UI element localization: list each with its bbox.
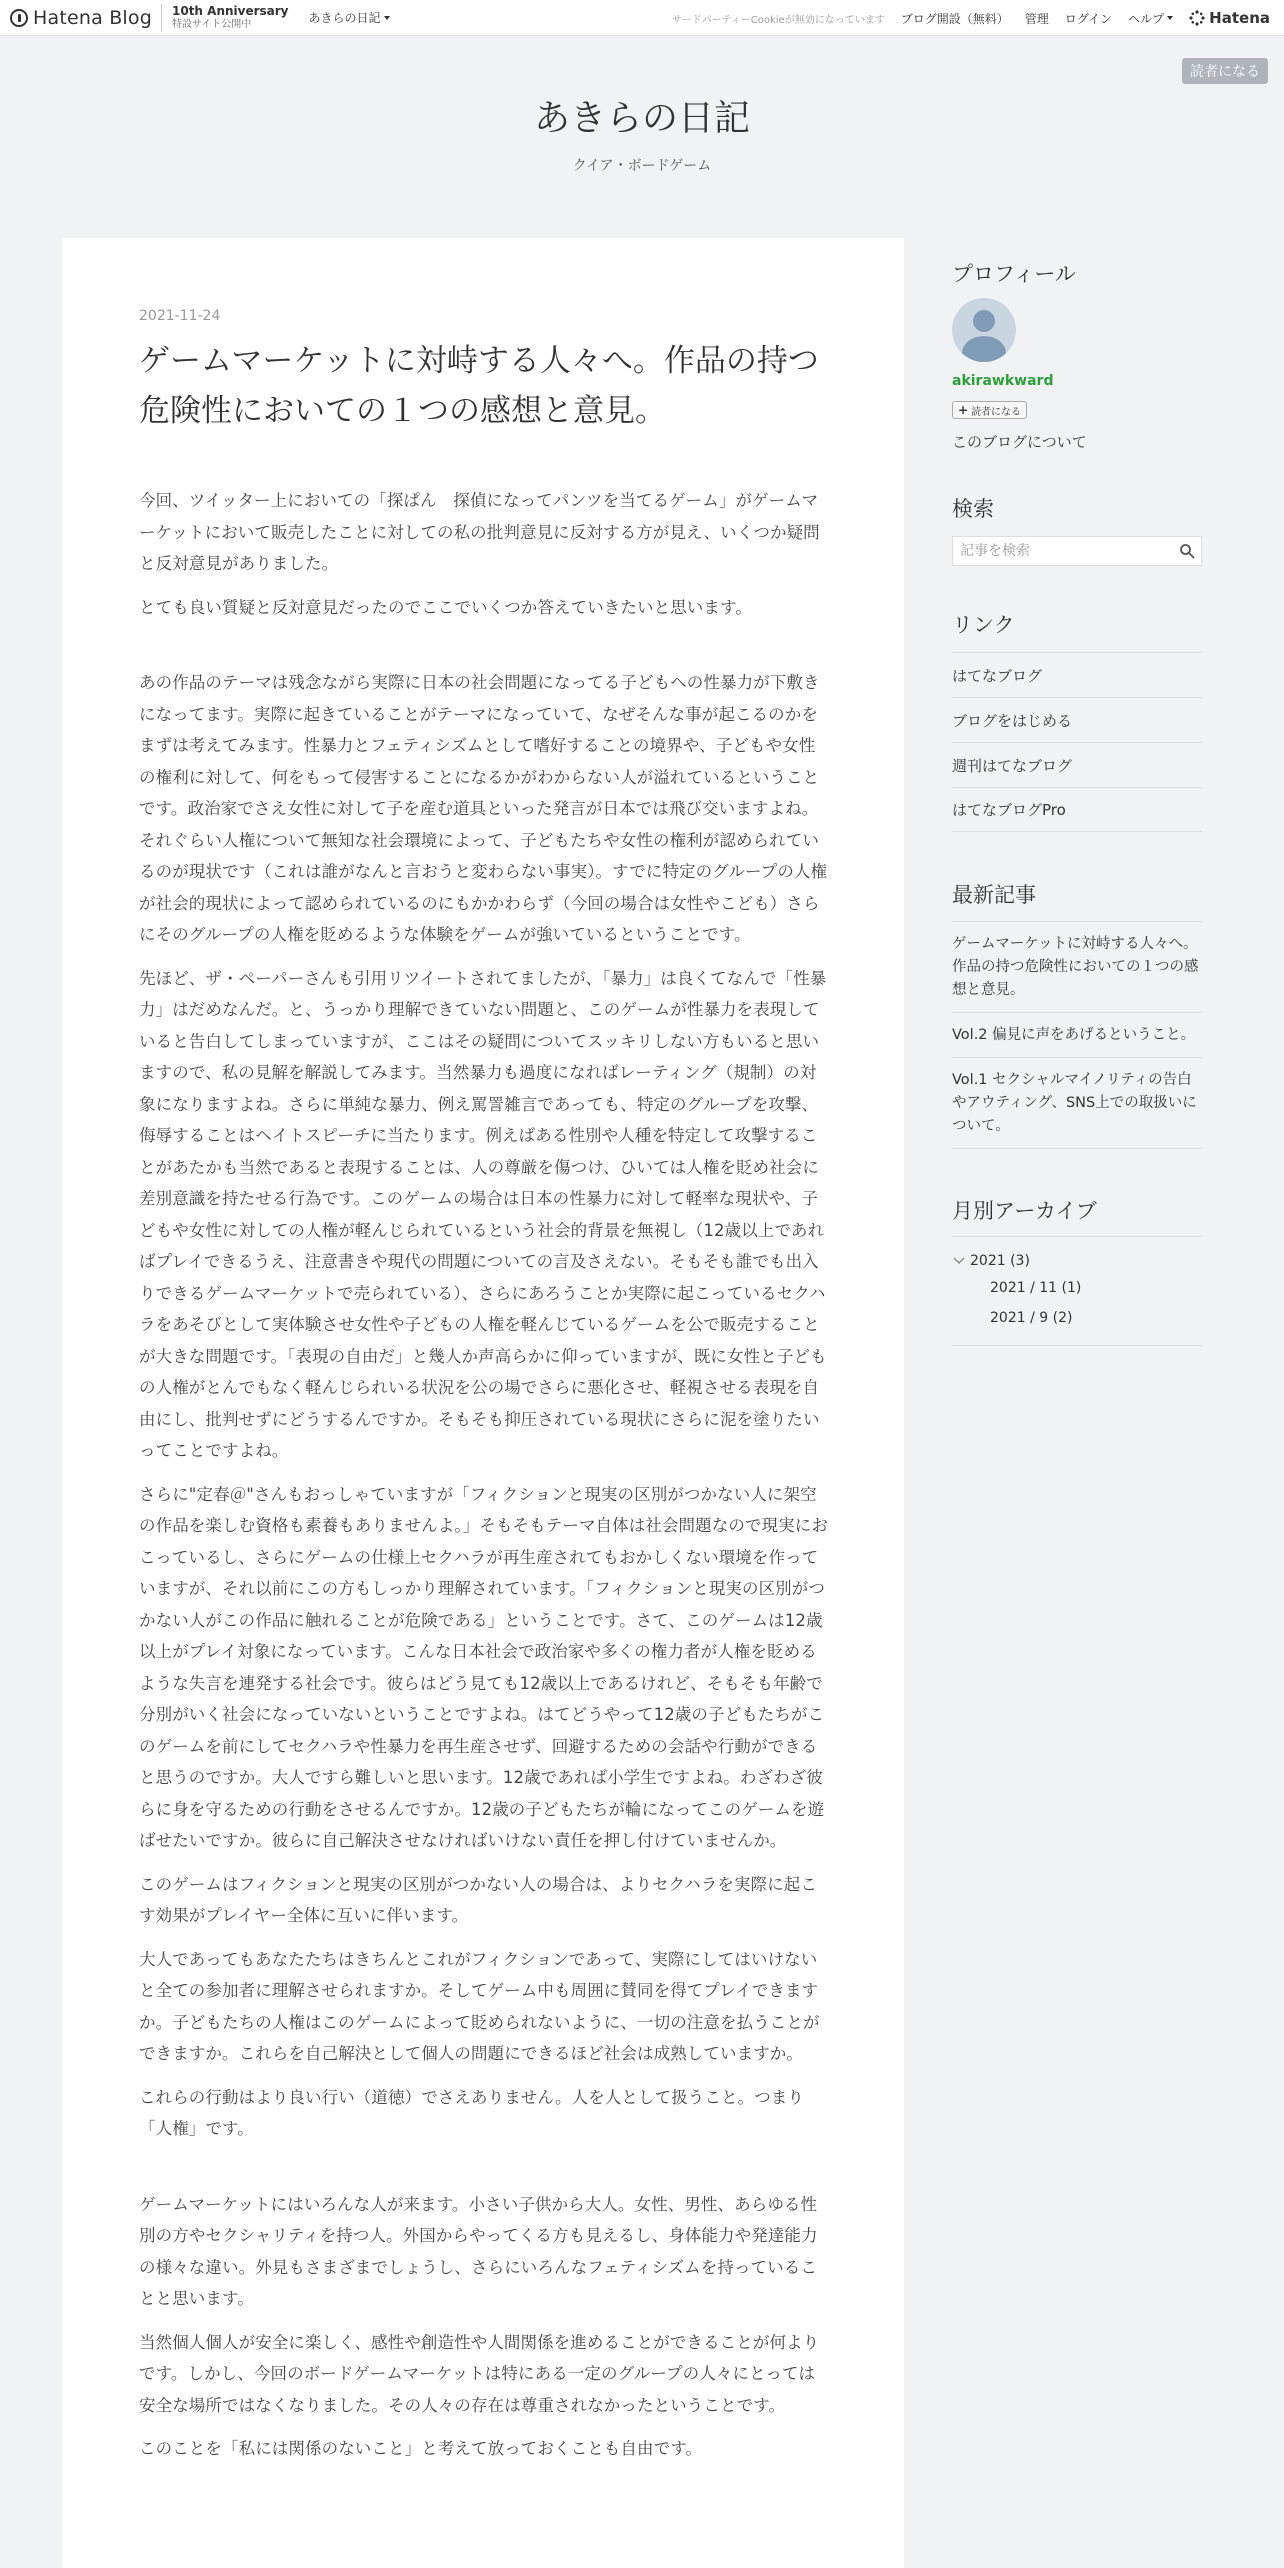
recent-module-title: 最新記事 — [952, 883, 1036, 907]
link-item-hatena-blog[interactable]: はてなブログ — [952, 652, 1202, 697]
entry-paragraph: 当然個人個人が安全に楽しく、感性や創造性や人間関係を進めることができることが何よりです。しかし、今回のボードゲームマーケットは特にある一定のグループの人々にとっては安全な場所ではなくなりました。その人々の存在は尊重されなかったということです。 — [139, 2332, 820, 2415]
archive-module-title: 月別アーカイブ — [952, 1199, 1097, 1223]
avatar[interactable] — [952, 298, 1016, 362]
archive-year-label: 2021 (3) — [970, 1253, 1030, 1269]
profile-module-title: プロフィール — [952, 262, 1076, 286]
anniversary-title: 10th Anniversary — [172, 4, 289, 18]
article-container — [62, 238, 904, 2568]
recent-entry-link[interactable]: ゲームマーケットに対峙する人々へ。作品の持つ危険性においての１つの感想と意見。 — [952, 921, 1202, 1012]
archive-year-toggle[interactable] — [952, 1249, 1202, 1273]
entry-title[interactable]: ゲームマーケットに対峙する人々へ。作品の持つ危険性においての１つの感想と意見。 — [139, 343, 819, 429]
blog-menu-label: あきらの日記 — [308, 11, 381, 25]
search-input[interactable] — [953, 537, 1163, 565]
chevron-down-icon — [952, 1254, 966, 1268]
links-list — [952, 652, 1202, 832]
nav-help-label: ヘルプ — [1128, 11, 1165, 26]
entry-paragraph: 大人であってもあなたたちはきちんとこれがフィクションであって、実際にしてはいけないと全ての参加者に理解させられますか。そしてゲーム中も周囲に賛同を得てプレイできますか。子どもたちの人権はこのゲームによって貶められないように、一切の注意を払うことができますか。これらを自己解決として個人の問題にできるほど社会は成熟していますか。 — [139, 1949, 820, 2063]
archive-list — [952, 1236, 1202, 1346]
caret-down-icon — [1167, 16, 1173, 20]
blog-title[interactable]: あきらの日記 — [533, 98, 750, 139]
anniversary-banner[interactable] — [161, 4, 289, 32]
recent-entries-list — [952, 921, 1202, 1149]
hatena-blog-logo[interactable] — [10, 0, 152, 36]
archive-month-link[interactable]: 2021 / 9 (2) — [990, 1310, 1073, 1326]
links-module-title: リンク — [952, 613, 1015, 637]
search-module-title: 検索 — [952, 497, 994, 521]
archive-month-link[interactable]: 2021 / 11 (1) — [990, 1280, 1082, 1296]
entry-paragraph: 先ほど、ザ・ペーパーさんも引用リツイートされてましたが、「暴力」は良くてなんで「性暴力」はだめなんだ。と、うっかり理解できていない問題と、このゲームが性暴力を表現していると告白してしまっていますが、ここはその疑問についてスッキリしない方もいると思いますので、私の見解を解説してみます。当然暴力も過度になればレーティング（規制）の対象になりますよね。さらに単純な暴力、例え罵詈雑言であっても、特定のグループを攻撃、侮辱することはヘイトスピーチに当たります。例えばある性別や人種を特定して攻撃することがあたかも当然であると表現することは、人の尊厳を傷つけ、ひいては人権を貶め社会に差別意識を持たせる行為です。このゲームの場合は日本の性暴力に対して軽率な現状や、子どもや女性に対しての人権が軽んじられているという社会的背景を無視し（12歳以上であればプレイできるうえ、注意書きや現代の問題についての言及さえない。そもそも誰でも出入りできるゲームマーケットで売られている）、さらにあろうことか実際に起こっているセクハラをあそびとして実体験させ女性や子どもの人権を軽んじているゲームを公で販売することが大きな問題です。「表現の自由だ」と幾人か声高らかに仰っていますが、既に女性と子どもの人権がとんでもなく軽んじられいる状況を公の場でさらに悪化させ、軽視させる表現を自由にし、批判せずにどうするんですか。そもそも抑圧されている現状にさらに泥を塗りたいってことですよね。 — [139, 968, 827, 1460]
avatar-body-shape — [962, 336, 1006, 362]
blog-menu-dropdown[interactable] — [309, 9, 390, 26]
link-item-pro[interactable]: はてなブログPro — [952, 787, 1202, 832]
cookie-notice: サードパーティーCookieが無効になっています — [671, 14, 885, 26]
nav-create-blog[interactable]: ブログ開設（無料） — [900, 11, 1009, 26]
search-form — [952, 536, 1202, 566]
nav-help[interactable] — [1128, 10, 1173, 27]
link-item-weekly[interactable]: 週刊はてなブログ — [952, 742, 1202, 787]
caret-down-icon — [384, 16, 390, 20]
entry-content — [139, 485, 829, 2477]
avatar-head-shape — [973, 310, 995, 332]
recent-entry-link[interactable]: Vol.2 偏見に声をあげるということ。 — [952, 1012, 1202, 1057]
entry-paragraph: ゲームマーケットにはいろんな人が来ます。小さい子供から大人。女性、男性、あらゆる性別の方やセクシャリティを持つ人。外国からやってくる方も見えるし、身体能力や発達能力の様々な違い。外見もさまざまでしょうし、さらにいろんなフェティシズムを持っていることと思います。 — [139, 2194, 818, 2308]
hatena-brand-text: Hatena — [1209, 9, 1270, 27]
recent-entry-link[interactable]: Vol.1 セクシャルマイノリティの告白やアウティング、SNS上での取扱いについて。 — [952, 1057, 1202, 1149]
profile-name-link[interactable]: akirawkward — [952, 373, 1054, 389]
global-header — [0, 0, 1284, 36]
about-blog-link[interactable]: このブログについて — [952, 433, 1087, 451]
entry-date[interactable]: 2021-11-24 — [139, 308, 221, 324]
nav-login[interactable]: ログイン — [1064, 11, 1113, 26]
profile-subscribe-button[interactable] — [952, 401, 1027, 419]
anniversary-subtitle: 特設サイト公開中 — [172, 19, 252, 30]
link-item-start-blog[interactable]: ブログをはじめる — [952, 697, 1202, 742]
entry-paragraph: このことを「私には関係のないこと」と考えて放っておくことも自由です。 — [139, 2439, 703, 2458]
entry-paragraph: 今回、ツイッター上においての「探ぱん 探偵になってパンツを当てるゲーム」がゲームマーケットにおいて販売したことに対しての私の批判意見に反対する方が見え、いくつか疑問と反対意見がありました。 — [139, 491, 820, 573]
entry-paragraph: あの作品のテーマは残念ながら実際に日本の社会問題になってる子どもへの性暴力が下敷きになってます。実際に起きていることがテーマになっていて、なぜそんな事が起こるのかをまずは考えてみます。性暴力とフェティシズムとして嗜好することの境界や、子どもや女性の権利に対して、何をもって侵害することになるかがわからない人が溢れているということです。政治家でさえ女性に対して子を産む道具といった発言が日本では飛び交いますよね。それぐらい人権について無知な社会環境によって、子どもたちや女性の権利が認められているのが現状です（これは誰がなんと言おうと変わらない事実）。すでに特定のグループの人権が社会的現状によって認められているのにもかかわらず（今回の場合は女性やこども）さらにそのグループの人権を貶めるような体験をゲームが強いているということです。 — [139, 673, 828, 944]
hatena-blog-logo-text: Hatena Blog — [33, 6, 152, 29]
blog-description: クイア・ボードゲーム — [572, 158, 712, 174]
profile-subscribe-label: 読者になる — [971, 406, 1022, 418]
entry-paragraph: これらの行動はより良い行い（道徳）でさえありません。人を人として扱うこと。つまり「人権」です。 — [139, 2087, 804, 2138]
entry-paragraph: このゲームはフィクションと現実の区別がつかない人の場合は、よりセクハラを実際に起こす効果がプレイヤー全体に互いに伴います。 — [139, 1874, 817, 1925]
plus-icon: + — [958, 403, 969, 417]
search-icon[interactable] — [1179, 543, 1195, 559]
subscribe-button[interactable]: 読者になる — [1182, 58, 1268, 84]
hatena-brand-link[interactable] — [1189, 9, 1270, 27]
top-nav — [672, 0, 1284, 36]
hatena-sparkle-icon — [1189, 10, 1205, 26]
entry-paragraph: さらに"定春＠"さんもおっしゃていますが「フィクションと現実の区別がつかない人に架空の作品を楽しむ資格も素養もありませんよ。」そもそもテーマ自体は社会問題なので現実におこっているし、さらにゲームの仕様上セクハラが再生産されてもおかしくない環境を作っていますが、それ以前にこの方もしっかり理解されています。「フィクションと現実の区別がつかない人がこの作品に触れることが危険である」ということです。さて、このゲームは12歳以上がプレイ対象になっています。こんな日本社会で政治家や多くの権力者が人権を貶めるような失言を連発する社会です。彼らはどう見ても12歳以上であるけれど、そもそも年齢で分別がいく社会になっていないということですよね。はてどうやって12歳の子どもたちがこのゲームを前にしてセクハラや性暴力を再生産させず、回避するための会話や行動ができると思うのですか。大人ですら難しいと思います。12歳であれば小学生ですよね。わざわざ彼らに身を守るための行動をさせるんですか。12歳の子どもたちが輪になってこのゲームを遊ばせたいですか。彼らに自己解決させなければいけない責任を押し付けていませんか。 — [139, 1484, 828, 1850]
nav-dashboard[interactable]: 管理 — [1024, 11, 1049, 26]
hatena-logo-icon — [10, 9, 28, 27]
entry-paragraph: とても良い質疑と反対意見だったのでここでいくつか答えていきたいと思います。 — [139, 597, 752, 617]
